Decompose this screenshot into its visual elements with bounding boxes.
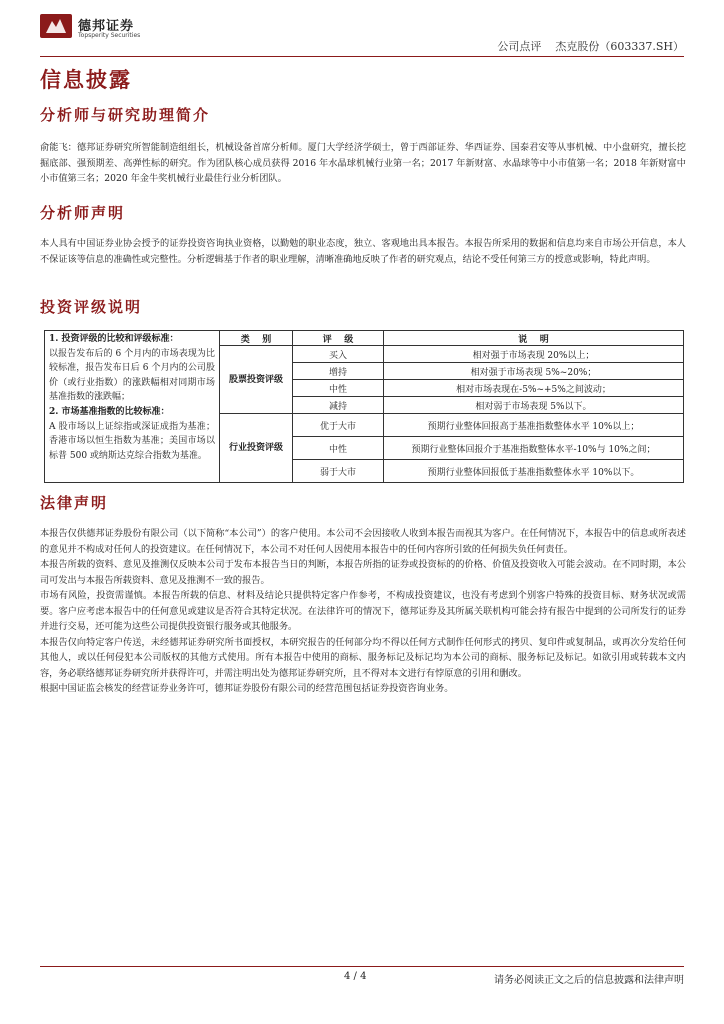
legal-paragraph: 根据中国证监会核发的经营证券业务许可，德邦证券股份有限公司的经营范围包括证券投资咨询业务。 [40,683,454,694]
table-cell-rating: 中性 [293,380,384,397]
legal-text-block [40,526,686,697]
criteria-1-body: 以报告发布后的 6 个月内的市场表现为比较标准，报告发布日后 6 个月内的公司股价（或行业指数）的涨跌幅相对同期市场基准指数的涨跌幅； [49,348,215,403]
section-title-analyst-intro: 分析师与研究助理简介 [40,106,211,124]
header-category: 类 别 [220,331,293,346]
table-cell-description: 预期行业整体回报介于基准指数整体水平-10%与 10%之间； [384,437,684,460]
table-cell-rating: 增持 [293,363,384,380]
analyst-statement-text: 本人具有中国证券业协会授予的证券投资咨询执业资格，以勤勉的职业态度，独立、客观地出具本报告。本报告所采用的数据和信息均来自市场公开信息，本人不保证该等信息的准确性或完整性。分析逻辑基于作者的职业理解，清晰准确地反映了作者的研究观点，结论不受任何第三方的授意或影响，特此声明。 [40,238,686,265]
table-cell-description: 预期行业整体回报低于基准指数整体水平 10%以下。 [384,460,684,483]
section-title-analyst-statement: 分析师声明 [40,204,126,222]
criteria-2-body: A 股市场以上证综指或深证成指为基准；香港市场以恒生指数为基准；美国市场以标普 500 或纳斯达克综合指数为基准。 [49,421,215,461]
rating-table [44,330,684,483]
logo-text-en: Topsperity Securities [78,32,141,39]
footer-divider [40,966,684,967]
table-cell-description: 预期行业整体回报高于基准指数整体水平 10%以上； [384,414,684,437]
page-title: 信息披露 [40,67,132,92]
analyst-intro-text: 俞能飞：德邦证券研究所智能制造组组长，机械设备首席分析师。厦门大学经济学硕士，曾于西部证券、华西证券、国泰君安等从事机械、中小盘研究，擅长挖掘底部、强预期差、高弹性标的研究。作为团队核心成员获得 2016 年水晶球机械行业第一名；2017 年新财富、水晶球等中小市值第一名；2018 年新财富中小市值第三名；2020 年金牛奖机械行业最佳行业分析团队。 [40,142,686,184]
table-cell-description: 相对市场表现在-5%~+5%之间波动； [384,380,684,397]
legal-paragraph: 市场有风险，投资需谨慎。本报告所载的信息、材料及结论只提供特定客户作参考，不构成投资建议，也没有考虑到个别客户特殊的投资目标、财务状况或需要。客户应考虑本报告中的任何意见或建议是否符合其特定状况。在法律许可的情况下，德邦证券及其所属关联机构可能会持有报告中提到的公司所发行的证券并进行交易，还可能为这些公司提供投资银行服务或其他服务。 [40,590,686,632]
table-cell-description: 相对弱于市场表现 5%以下。 [384,397,684,414]
table-cell-rating: 优于大市 [293,414,384,437]
section-title-legal: 法律声明 [40,494,109,512]
stock-rating-category: 股票投资评级 [220,346,293,414]
footer-note: 请务必阅读正文之后的信息披露和法律声明 [494,975,684,986]
legal-paragraph: 本报告所载的资料、意见及推测仅反映本公司于发布本报告当日的判断，本报告所指的证券或投资标的的价格、价值及投资收入可能会波动。在不同时期，本公司可发出与本报告所载资料、意见及推测不一致的报告。 [40,559,686,586]
table-cell-description: 相对强于市场表现 5%~20%； [384,363,684,380]
header-report-info: 公司点评 杰克股份（603337.SH） [497,40,684,53]
table-cell-rating: 弱于大市 [293,460,384,483]
page-number: 4 / 4 [344,971,367,982]
header-description: 说 明 [384,331,684,346]
table-cell-rating: 中性 [293,437,384,460]
criteria-2-title: 2. 市场基准指数的比较标准： [49,406,170,417]
section-title-rating: 投资评级说明 [40,298,143,316]
header-rating: 评 级 [293,331,384,346]
legal-paragraph: 本报告仅供德邦证券股份有限公司（以下简称“本公司”）的客户使用。本公司不会因接收人收到本报告而视其为客户。在任何情况下，本报告中的信息或所表述的意见并不构成对任何人的投资建议。在任何情况下，本公司不对任何人因使用本报告中的任何内容所引致的任何损失负任何责任。 [40,528,686,555]
table-cell-rating: 买入 [293,346,384,363]
header-divider [40,56,684,57]
rating-criteria-cell [45,331,220,483]
legal-paragraph: 本报告仅向特定客户传送，未经德邦证券研究所书面授权，本研究报告的任何部分均不得以任何方式制作任何形式的拷贝、复印件或复制品，或再次分发给任何其他人，或以任何侵犯本公司版权的其他方式使用。所有本报告中使用的商标、服务标记及标记均为本公司的商标、服务标记及标记。如欲引用或转载本文内容，务必联络德邦证券研究所并获得许可，并需注明出处为德邦证券研究所，且不得对本文进行有悖原意的引用和删改。 [40,636,686,679]
table-cell-description: 相对强于市场表现 20%以上； [384,346,684,363]
company-logo-icon [40,14,72,38]
criteria-1-title: 1. 投资评级的比较和评级标准： [49,334,179,344]
table-cell-rating: 减持 [293,397,384,414]
industry-rating-category: 行业投资评级 [220,414,293,483]
logo-text-cn: 德邦证券 [78,19,135,34]
